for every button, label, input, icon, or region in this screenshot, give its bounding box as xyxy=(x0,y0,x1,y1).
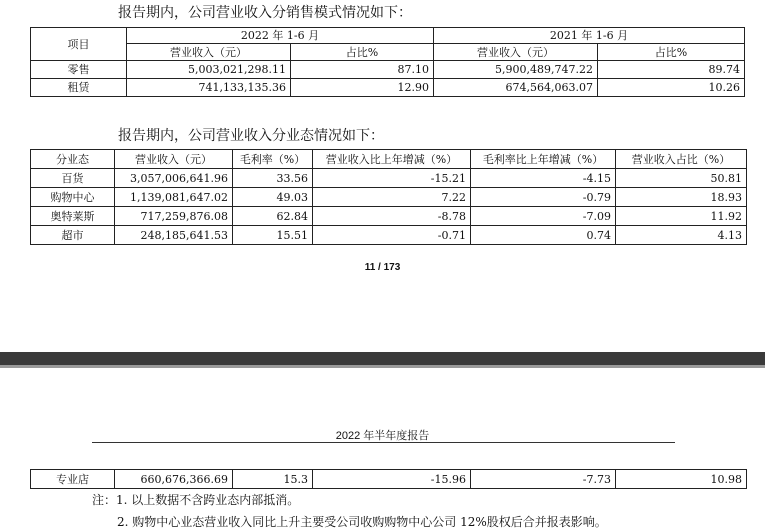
cell-gross-margin: 15.3 xyxy=(233,470,313,489)
section-heading-sales-mode: 报告期内，公司营业收入分销售模式情况如下： xyxy=(118,5,412,21)
row-share-2022: 12.90 xyxy=(291,79,434,97)
header-revenue-share: 营业收入占比（%） xyxy=(616,150,747,169)
cell-gross-margin: 15.51 xyxy=(233,226,313,245)
table-row xyxy=(31,79,745,97)
header-period-2022: 2022 年 1-6 月 xyxy=(127,28,434,44)
row-revenue-2022: 5,003,021,298.11 xyxy=(127,61,291,79)
cell-format: 购物中心 xyxy=(31,188,115,207)
cell-revenue-share: 50.81 xyxy=(616,169,747,188)
table-row xyxy=(31,169,747,188)
cell-revenue-share: 11.92 xyxy=(616,207,747,226)
table-row xyxy=(31,61,745,79)
row-share-2022: 87.10 xyxy=(291,61,434,79)
cell-revenue-share: 4.13 xyxy=(616,226,747,245)
note-2: 2. 购物中心业态营业收入同比上升主要受公司收购购物中心公司 12%股权后合并报表影响。 xyxy=(117,515,607,529)
header-item: 项目 xyxy=(31,28,127,61)
row-share-2021: 10.26 xyxy=(598,79,745,97)
report-title: 2022 年半年度报告 xyxy=(335,430,430,442)
cell-gross-margin: 49.03 xyxy=(233,188,313,207)
header-revenue-2021: 营业收入（元） xyxy=(434,44,598,61)
row-item: 租赁 xyxy=(31,79,127,97)
sales-mode-table xyxy=(30,27,745,97)
cell-revenue: 717,259,876.08 xyxy=(115,207,233,226)
cell-revenue-change: -15.21 xyxy=(313,169,471,188)
row-revenue-2021: 5,900,489,747.22 xyxy=(434,61,598,79)
header-revenue-2022: 营业收入（元） xyxy=(127,44,291,61)
cell-revenue-change: -15.96 xyxy=(313,470,471,489)
cell-revenue-change: -0.71 xyxy=(313,226,471,245)
page-separator-shadow xyxy=(0,365,765,368)
header-revenue-change: 营业收入比上年增减（%） xyxy=(313,150,471,169)
business-format-table xyxy=(30,149,747,245)
header-share-2021: 占比% xyxy=(598,44,745,61)
section-heading-business-format: 报告期内，公司营业收入分业态情况如下： xyxy=(118,128,384,144)
cell-format: 专业店 xyxy=(31,470,115,489)
cell-margin-change: -7.73 xyxy=(471,470,616,489)
cell-margin-change: -7.09 xyxy=(471,207,616,226)
cell-revenue-change: -8.78 xyxy=(313,207,471,226)
cell-revenue: 3,057,006,641.96 xyxy=(115,169,233,188)
table-row xyxy=(31,188,747,207)
row-share-2021: 89.74 xyxy=(598,61,745,79)
cell-gross-margin: 62.84 xyxy=(233,207,313,226)
cell-format: 超市 xyxy=(31,226,115,245)
cell-margin-change: -0.79 xyxy=(471,188,616,207)
cell-gross-margin: 33.56 xyxy=(233,169,313,188)
header-revenue: 营业收入（元） xyxy=(115,150,233,169)
cell-revenue: 1,139,081,647.02 xyxy=(115,188,233,207)
cell-revenue: 248,185,641.53 xyxy=(115,226,233,245)
table-row xyxy=(31,207,747,226)
cell-revenue: 660,676,366.69 xyxy=(115,470,233,489)
page-separator xyxy=(0,352,765,365)
header-share-2022: 占比% xyxy=(291,44,434,61)
header-format: 分业态 xyxy=(31,150,115,169)
cell-margin-change: 0.74 xyxy=(471,226,616,245)
cell-revenue-share: 18.93 xyxy=(616,188,747,207)
note-1: 注：1. 以上数据不含跨业态内部抵消。 xyxy=(92,493,300,507)
cell-format: 百货 xyxy=(31,169,115,188)
page-number: 11 / 173 xyxy=(364,262,401,273)
table-row xyxy=(31,226,747,245)
header-rule xyxy=(92,442,675,443)
header-margin-change: 毛利率比上年增减（%） xyxy=(471,150,616,169)
business-format-table-continued xyxy=(30,469,747,489)
row-revenue-2022: 741,133,135.36 xyxy=(127,79,291,97)
header-period-2021: 2021 年 1-6 月 xyxy=(434,28,745,44)
cell-revenue-change: 7.22 xyxy=(313,188,471,207)
header-gross-margin: 毛利率（%） xyxy=(233,150,313,169)
cell-revenue-share: 10.98 xyxy=(616,470,747,489)
row-revenue-2021: 674,564,063.07 xyxy=(434,79,598,97)
cell-margin-change: -4.15 xyxy=(471,169,616,188)
row-item: 零售 xyxy=(31,61,127,79)
table-row xyxy=(31,470,747,489)
cell-format: 奥特莱斯 xyxy=(31,207,115,226)
